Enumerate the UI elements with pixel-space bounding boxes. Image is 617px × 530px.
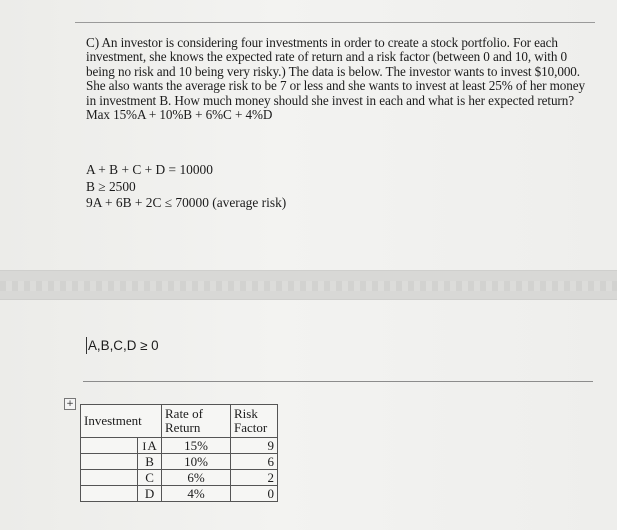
page-break-band — [0, 270, 617, 300]
constraint-risk: 9A + 6B + 2C ≤ 70000 (average risk) — [86, 195, 287, 211]
investment-table — [80, 404, 278, 502]
table-spacer-cell — [81, 438, 138, 454]
text-caret-icon: I — [142, 438, 147, 453]
constraint-b-min: B ≥ 2500 — [86, 178, 136, 194]
table-spacer-cell — [81, 454, 138, 470]
top-divider — [75, 22, 595, 23]
rate-cell: 4% — [162, 486, 231, 502]
table-spacer-cell — [81, 486, 138, 502]
investment-name: IA — [138, 438, 162, 454]
risk-cell: 6 — [231, 454, 278, 470]
risk-cell: 9 — [231, 438, 278, 454]
problem-text: C) An investor is considering four investments in order to create a stock portfolio. For each investment, she knows the expected rate of return and a risk factor (between 0 and 10, with 0 being no risk and 10 being very risky.) The data is below. The investor wants to invest $10,000. She also wants the average risk to be 7 or less and she wants to invest at least 25% of her money in investment B. How much money should she invest in each and what is her expected return? — [86, 35, 585, 108]
table-row — [81, 454, 278, 470]
table-spacer-cell — [81, 470, 138, 486]
rate-cell: 10% — [162, 454, 231, 470]
risk-cell: 2 — [231, 470, 278, 486]
rate-cell: 15% — [162, 438, 231, 454]
header-rate: Rate of Return — [162, 405, 231, 438]
problem-statement — [86, 36, 596, 122]
objective-function: Max 15%A + 10%B + 6%C + 4%D — [86, 107, 273, 123]
header-investment: Investment — [81, 405, 162, 438]
constraints-block — [86, 162, 286, 212]
table-header-row — [81, 405, 278, 438]
investment-name: C — [138, 470, 162, 486]
risk-cell: 0 — [231, 486, 278, 502]
plus-square-icon[interactable]: + — [64, 398, 76, 410]
investment-name: D — [138, 486, 162, 502]
table-row — [81, 486, 278, 502]
table-row — [81, 470, 278, 486]
section-divider — [83, 381, 593, 382]
table-row — [81, 438, 278, 454]
investment-name: B — [138, 454, 162, 470]
text-cursor — [86, 337, 87, 354]
nonnegativity-constraint[interactable]: A,B,C,D ≥ 0 — [88, 338, 159, 353]
constraint-total: A + B + C + D = 10000 — [86, 162, 213, 177]
rate-cell: 6% — [162, 470, 231, 486]
page-break-texture — [0, 281, 617, 291]
header-risk: Risk Factor — [231, 405, 278, 438]
